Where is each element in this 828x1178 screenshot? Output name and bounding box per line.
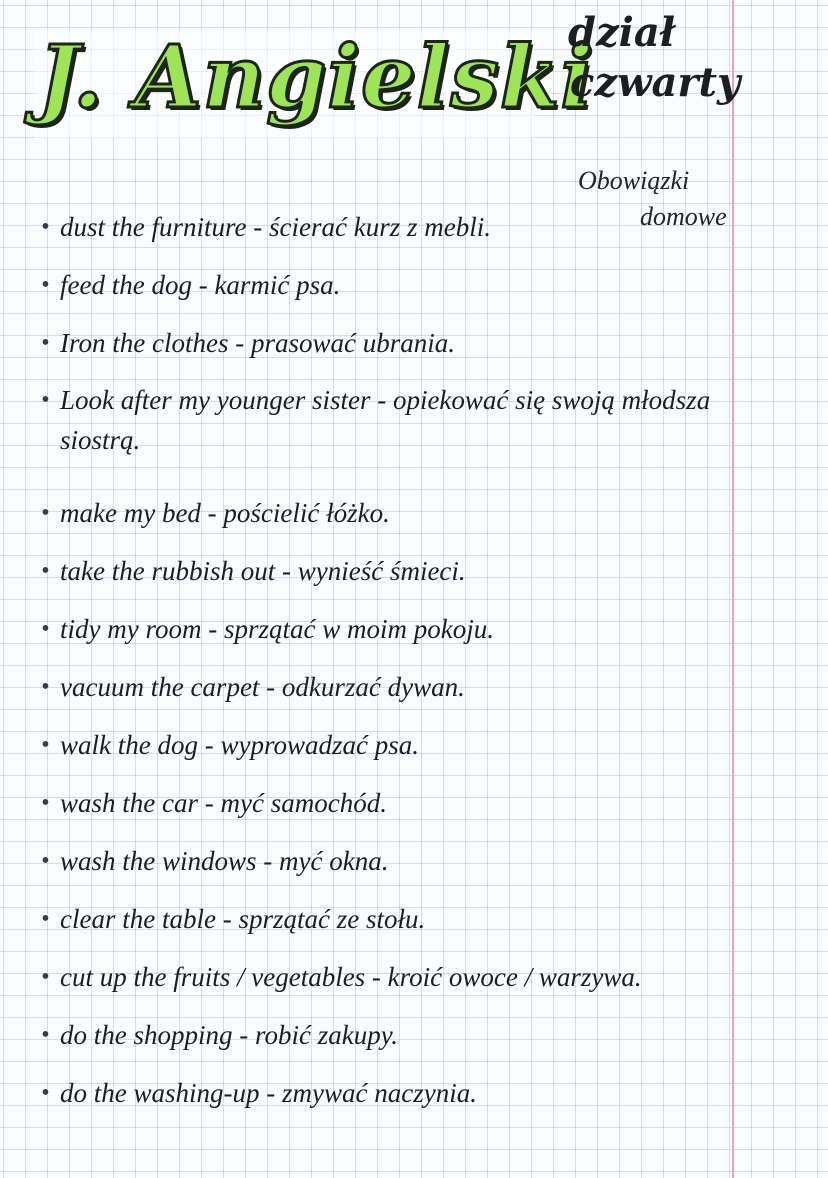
bullet-icon: • (41, 558, 50, 584)
bullet-icon: • (41, 732, 50, 758)
bullet-icon: • (41, 906, 50, 932)
list-item (38, 658, 738, 716)
bullet-icon: • (41, 1080, 50, 1106)
list-item (38, 774, 738, 832)
section-label-line2: czwarty (570, 59, 741, 106)
vocab-entry: wash the windows - myć okna. (60, 846, 389, 876)
page-title: J. Angielski (38, 27, 595, 128)
bullet-icon: • (41, 616, 50, 642)
bullet-icon: • (41, 1022, 50, 1048)
bullet-icon: • (41, 500, 50, 526)
bullet-icon: • (41, 387, 50, 413)
section-label (568, 8, 768, 108)
list-item (38, 372, 738, 484)
list-item (38, 948, 738, 1006)
list-item (38, 600, 738, 658)
vocab-entry: tidy my room - sprzątać w moim pokoju. (60, 614, 494, 644)
list-item (38, 832, 738, 890)
list-item (38, 484, 738, 542)
vocab-entry: walk the dog - wyprowadzać psa. (60, 730, 419, 760)
vocab-entry: wash the car - myć samochód. (60, 788, 387, 818)
list-item (38, 256, 738, 314)
topic-line2: domowe (640, 202, 727, 231)
list-item (38, 1064, 738, 1122)
bullet-icon: • (41, 330, 50, 356)
list-item (38, 1006, 738, 1064)
bullet-icon: • (41, 674, 50, 700)
vocab-entry: make my bed - pościelić łóżko. (60, 498, 390, 528)
vocab-entry: Look after my younger sister - opiekować się swoją młodsza siostrą. (60, 385, 711, 455)
vocab-entry: clear the table - sprzątać ze stołu. (60, 904, 426, 934)
list-item (38, 542, 738, 600)
list-item (38, 716, 738, 774)
vocabulary-list (38, 198, 738, 1122)
vocab-entry: take the rubbish out - wynieść śmieci. (60, 556, 466, 586)
list-item (38, 314, 738, 372)
vocab-entry: cut up the fruits / vegetables - kroić owoce / warzywa. (60, 962, 642, 992)
vocab-entry: feed the dog - karmić psa. (60, 270, 341, 300)
vocab-entry: dust the furniture - ścierać kurz z mebli. (60, 212, 491, 242)
list-item (38, 198, 738, 256)
bullet-icon: • (41, 790, 50, 816)
vocab-entry: do the washing-up - zmywać naczynia. (60, 1078, 477, 1108)
section-label-line1: dział (568, 9, 676, 56)
bullet-icon: • (41, 214, 50, 240)
bullet-icon: • (41, 964, 50, 990)
list-item (38, 890, 738, 948)
topic-line1: Obowiązki (578, 166, 690, 195)
bullet-icon: • (41, 272, 50, 298)
vocab-entry: Iron the clothes - prasować ubrania. (60, 328, 455, 358)
vocab-entry: vacuum the carpet - odkurzać dywan. (60, 672, 465, 702)
bullet-icon: • (41, 848, 50, 874)
vocab-entry: do the shopping - robić zakupy. (60, 1020, 398, 1050)
